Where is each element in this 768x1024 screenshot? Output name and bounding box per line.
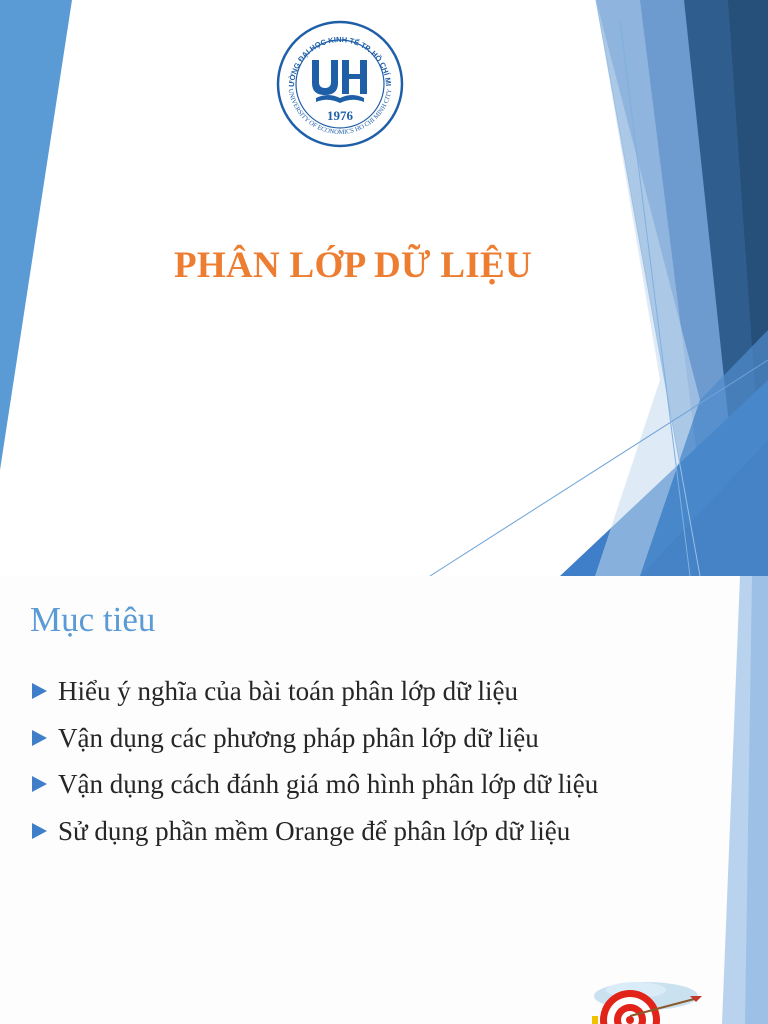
list-item-text: Vận dụng các phương pháp phân lớp dữ liệu [58, 722, 539, 753]
list-item-text: Sử dụng phần mềm Orange để phân lớp dữ liệu [58, 815, 571, 846]
logo-year-label: 1976 [327, 108, 353, 123]
triangle-bullet-icon [32, 730, 47, 746]
list-item-text: Vận dụng cách đánh giá mô hình phân lớp dữ liệu [58, 769, 599, 799]
svg-text:TRƯỜNG ĐẠI HỌC KINH TẾ TP. HỒ: ƯỜNG ĐẠI HỌC KINH TẾ TP. HỒ CHÍ MI [286, 34, 393, 88]
left-band-shape [0, 0, 72, 470]
section-heading: Mục tiêu [30, 600, 156, 639]
list-item [32, 672, 598, 719]
triangle-bullet-icon [32, 823, 47, 839]
list-item [32, 765, 598, 812]
triangle-bullet-icon [32, 683, 47, 699]
slide-title: PHÂN LỚP DỮ LIỆU [173, 245, 533, 286]
list-item-text: Hiểu ý nghĩa của bài toán phân lớp dữ liệu [58, 676, 519, 706]
svg-text:UNIVERSITY OF ECONOMICS HO CHI: UNIVERSITY OF ECONOMICS HO CHI MINH CITY [286, 88, 394, 137]
university-logo [272, 16, 408, 152]
list-item [32, 812, 598, 859]
objectives-slide [0, 576, 768, 1024]
triangle-bullet-icon [32, 776, 47, 792]
objectives-list [32, 672, 598, 858]
target-arrow-icon [586, 976, 706, 1024]
list-item [32, 719, 598, 766]
